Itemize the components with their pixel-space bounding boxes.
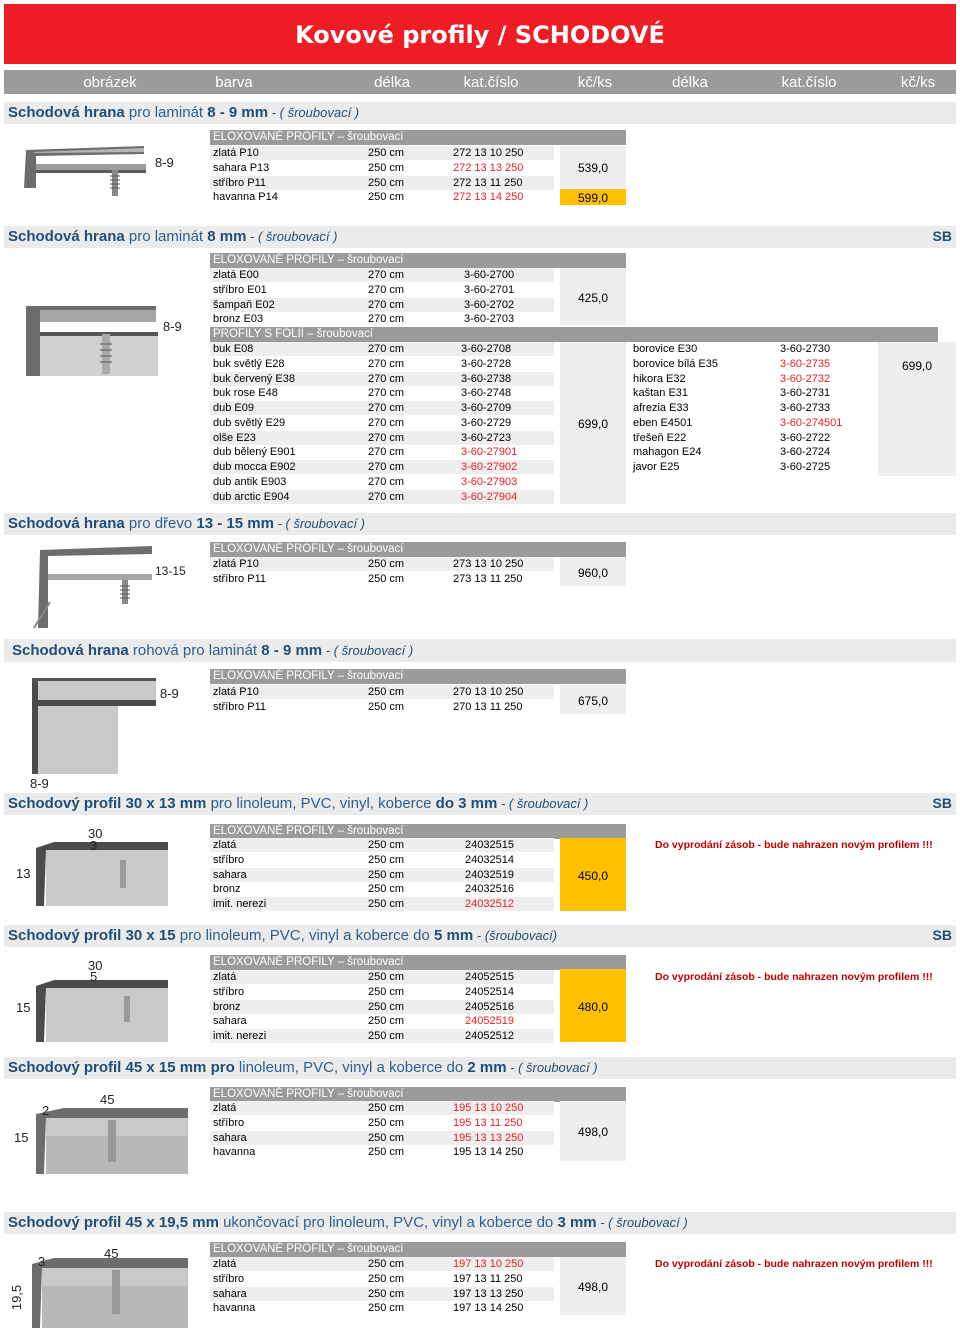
dimension-label: 30 [88,826,103,841]
section-header [4,925,956,947]
table-row: dub mocca E902 270 cm 3-60-27902 [210,460,554,474]
stair-profile-image [34,978,170,1046]
table-row: olše E23 270 cm 3-60-2723 [210,431,554,445]
section-title: Schodová hrana pro laminát 8 mm - ( šroubovací ) [8,228,338,245]
table-row: zlatá P10 250 cm 270 13 10 250 [210,685,554,699]
price-box: 699,0 [560,342,626,504]
dimension-label: 3 [90,838,98,853]
table-row: stříbro 250 cm 195 13 11 250 [213,1116,523,1129]
table-row: borovice bílá E35 3-60-2735 [633,357,831,370]
title-bar [4,4,956,64]
section-header [4,102,956,124]
table-row: imit. nerezi 250 cm 24052512 [210,1029,554,1043]
dimension-label: 8-9 [163,319,182,334]
section-title: Schodový profil 45 x 15 mm pro linoleum, PVC, vinyl a koberce do 2 mm - ( šroubovací ) [8,1059,598,1076]
dimension-label: 5 [90,969,98,984]
section-title: Schodový profil 45 x 19,5 mm ukončovací pro linoleum, PVC, vinyl a koberce do 3 mm - ( šroubovací ) [8,1214,688,1231]
group-header: ELOXOVANÉ PROFILY – šroubovací [210,130,626,145]
section-header [4,1057,956,1079]
table-row: javor E25 3-60-2725 [633,461,831,473]
price-box: 539,0 [560,146,626,188]
stair-nosing-image [30,542,154,632]
stair-profile-image [34,840,170,910]
table-row: dub světlý E29 270 cm 3-60-2729 [213,416,512,429]
section-title: Schodová hrana rohová pro laminát 8 - 9 mm - ( šroubovací ) [12,642,414,659]
table-row: sahara P13 250 cm 272 13 13 250 [213,162,524,174]
table-row: sahara 250 cm 195 13 13 250 [210,1131,554,1145]
dimension-label: 19,5 [9,1284,25,1311]
dimension-label: 13-15 [155,564,186,578]
section-title: Schodová hrana pro dřevo 13 - 15 mm - ( šroubovací ) [8,515,365,532]
sb-badge: SB [932,795,952,811]
group-header: ELOXOVANÉ PROFILY – šroubovací [210,1242,626,1257]
table-row: buk rose E48 270 cm 3-60-2748 [213,387,512,400]
header-image: obrázek [83,74,137,91]
corner-nosing-image [24,672,158,776]
table-row: stříbro P11 250 cm 270 13 11 250 [213,701,523,713]
stair-nosing-image [24,304,160,378]
sb-badge: SB [932,228,952,244]
table-row: sahara 250 cm 24032519 [210,868,554,882]
table-row: stříbro P11 250 cm 273 13 11 250 [213,573,523,585]
table-row: zlatá E00 270 cm 3-60-2700 [210,268,554,282]
section-title: Schodový profil 30 x 15 pro linoleum, PVC, vinyl a koberce do 5 mm - (šroubovací) [8,927,558,944]
section-header [4,226,956,248]
price-box: 498,0 [560,1257,626,1315]
table-row: bronz 250 cm 24032516 [213,883,514,896]
sb-badge: SB [932,927,952,943]
section-header [4,513,956,535]
table-row: bronz 250 cm 24052516 [210,1000,554,1014]
table-row: sahara 250 cm 24052519 [213,1015,514,1028]
dimension-label: 2 [42,1103,50,1118]
price-box: 699,0 [878,342,956,476]
section-header [4,1212,956,1234]
table-row: zlatá 250 cm 197 13 10 250 [210,1257,554,1271]
dimension-label: 15 [14,1130,29,1145]
table-row: buk červený E38 270 cm 3-60-2738 [210,372,554,386]
stair-profile-image [30,1256,190,1332]
dimension-label: 8-9 [30,776,49,791]
table-row: stříbro 250 cm 24052514 [213,985,514,998]
section-title: Schodová hrana pro laminát 8 - 9 mm - ( šroubovací ) [8,104,360,121]
table-row: mahagon E24 3-60-2724 [633,446,831,459]
table-row: imit. nerezi 250 cm 24032512 [210,897,554,911]
table-row: dub antik E903 270 cm 3-60-27903 [213,475,518,488]
stock-notice: Do vyprodání zásob - bude nahrazen novým profilem !!! [655,971,933,983]
table-row: stříbro E01 270 cm 3-60-2701 [213,284,515,296]
header-catalog: kat.číslo [463,74,519,91]
dimension-label: 13 [16,866,31,881]
price-box-highlight: 450,0 [560,838,626,911]
header-length: délka [374,74,410,91]
header-catalog-2: kat.číslo [781,74,837,91]
price-box-highlight: 599,0 [560,189,626,205]
table-row: zlatá P10 250 cm 272 13 10 250 [210,146,554,160]
table-row: buk E08 270 cm 3-60-2708 [210,342,554,356]
header-color: barva [215,74,253,91]
table-row: havanna 250 cm 197 13 14 250 [213,1302,524,1315]
table-row: dub bělený E901 270 cm 3-60-27901 [213,446,518,459]
dimension-label: 8-9 [155,155,174,170]
section-header [4,639,956,662]
header-length-2: délka [672,74,708,91]
table-row: třešeň E22 3-60-2722 [633,431,831,444]
price-box-highlight: 480,0 [560,969,626,1042]
group-header: ELOXOVANÉ PROFILY – šroubovací [210,542,626,557]
table-row: buk světlý E28 270 cm 3-60-2728 [213,357,512,370]
section-title: Schodový profil 30 x 13 mm pro linoleum, PVC, vinyl, koberce do 3 mm - ( šroubovací ) [8,795,589,812]
table-row: stříbro P11 250 cm 272 13 11 250 [210,176,554,190]
table-row: kaštan E31 3-60-2731 [633,387,831,400]
table-row: hikora E32 3-60-2732 [633,372,831,385]
table-row: stříbro 250 cm 24032514 [213,853,514,866]
table-row: havanna P14 250 cm 272 13 14 250 [213,191,524,203]
table-row: sahara 250 cm 197 13 13 250 [210,1287,554,1301]
header-price-2: kč/ks [900,74,936,91]
group-header: ELOXOVANÉ PROFILY – šroubovací [210,253,626,268]
dimension-label: 8-9 [160,686,179,701]
stair-profile-image [34,1106,190,1178]
section-header [4,793,956,815]
group-header: ELOXOVANÉ PROFILY – šroubovací [210,824,626,839]
dimension-label: 45 [104,1246,119,1261]
price-box: 960,0 [560,557,626,586]
dimension-label: 3 [38,1254,46,1269]
column-header-bar [4,70,956,94]
group-header: ELOXOVANÉ PROFILY – šroubovací [210,669,626,684]
table-row: borovice E30 3-60-2730 [633,343,831,355]
table-row: zlatá 250 cm 24032515 [210,838,554,852]
price-box: 425,0 [560,268,626,325]
dimension-label: 45 [100,1092,115,1107]
table-row: zlatá 250 cm 24052515 [210,970,554,984]
price-box: 498,0 [560,1101,626,1161]
dimension-label: 15 [16,1000,31,1015]
table-row: eben E4501 3-60-274501 [633,416,843,429]
header-price: kč/ks [577,74,613,91]
table-row: šampaň E02 270 cm 3-60-2702 [210,298,554,312]
stair-nosing-image [14,140,154,202]
table-row: zlatá P10 250 cm 273 13 10 250 [210,557,554,571]
table-row: havanna 250 cm 195 13 14 250 [213,1146,524,1159]
table-row: bronz E03 270 cm 3-60-2703 [213,313,515,325]
table-row: dub arctic E904 270 cm 3-60-27904 [210,490,554,504]
group-header: PROFILY S FÓLIÍ – šroubovací [210,327,938,342]
table-row: stříbro 250 cm 197 13 11 250 [213,1272,523,1285]
group-header: ELOXOVANÉ PROFILY – šroubovací [210,955,626,970]
table-row: zlatá 250 cm 195 13 10 250 [210,1101,554,1115]
group-header: ELOXOVANÉ PROFILY – šroubovací [210,1087,626,1102]
stock-notice: Do vyprodání zásob - bude nahrazen novým profilem !!! [655,1258,933,1270]
table-row: dub E09 270 cm 3-60-2709 [210,401,554,415]
dimension-label: 30 [88,958,103,973]
page-title: Kovové profily / SCHODOVÉ [295,21,665,49]
stock-notice: Do vyprodání zásob - bude nahrazen novým profilem !!! [655,839,933,851]
price-box: 675,0 [560,685,626,714]
table-row: afrezia E33 3-60-2733 [633,402,831,414]
